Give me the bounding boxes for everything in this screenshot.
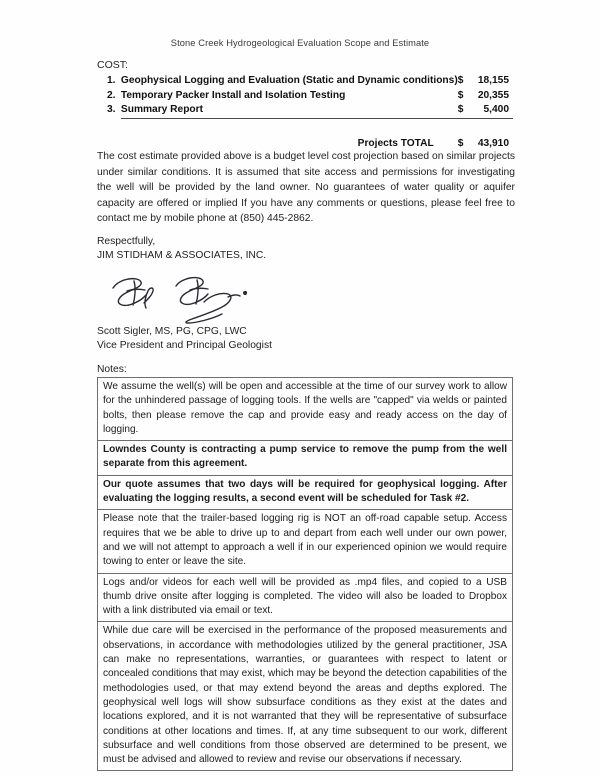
list-item <box>98 475 513 510</box>
cost-row-currency: $ <box>457 89 464 101</box>
note-cell: We assume the well(s) will be open and accessible at the time of our survey work to allow for the unhindered passage of logging tools. If the wells are "capped" via welds or painted bolts, then please remove the cap and provide easy and ready access on the day of logging. <box>98 378 513 441</box>
cost-total-label: Projects TOTAL <box>357 137 434 149</box>
notes-section-label: Notes: <box>97 364 127 375</box>
table-row <box>97 103 513 118</box>
cost-section-label: COST: <box>97 59 128 71</box>
cost-row-description: Temporary Packer Install and Isolation Testing <box>120 89 346 101</box>
cost-row-amount: 5,400 <box>469 103 513 118</box>
cost-total-amount: 43,910 <box>477 137 509 149</box>
note-cell: Our quote assumes that two days will be required for geophysical logging. After evaluating the logging results, a second event will be scheduled for Task #2. <box>98 475 513 510</box>
cost-row-number: 2. <box>107 89 116 101</box>
cost-total-currency: $ <box>457 137 464 149</box>
note-cell: Logs and/or videos for each well will be provided as .mp4 files, and copied to a USB thumb drive onsite after logging is completed. The video will also be loaded to Dropbox with a link distributed via email or text. <box>98 573 513 622</box>
cost-row-currency: $ <box>457 75 464 86</box>
table-row <box>97 74 513 89</box>
signer-block <box>97 325 272 354</box>
list-item <box>98 378 513 441</box>
cost-table <box>97 74 513 151</box>
body-paragraph: The cost estimate provided above is a budget level cost projection based on similar projects under similar conditions. It is assumed that site access and permissions for investigating the well will be provided by the land owner. No guarantees of water quality or aquifer capacity are offered or implied If you have any comments or questions, please feel free to contact me by mobile phone at (850) 445-2862. <box>97 151 515 225</box>
cost-row-number: 3. <box>107 104 116 116</box>
signature-icon <box>100 272 270 327</box>
notes-table <box>97 377 513 771</box>
list-item <box>98 622 513 771</box>
list-item <box>98 573 513 622</box>
list-item <box>98 510 513 573</box>
cost-row-description: Geophysical Logging and Evaluation (Static and Dynamic conditions) <box>120 75 458 86</box>
cost-total-row <box>97 118 513 151</box>
note-cell: Please note that the trailer-based logging rig is NOT an off-road capable setup. Access requires that we be able to drive up to and depart from each well under our own power, and we will not attempt to approach a well if in our experienced opinion we would require towing to enter or leave the site. <box>98 510 513 573</box>
closing-salutation: Respectfully, <box>97 236 156 247</box>
closing-company: JIM STIDHAM & ASSOCIATES, INC. <box>97 250 267 262</box>
table-row <box>97 89 513 104</box>
cost-row-description: Summary Report <box>121 103 458 118</box>
spacer-cell <box>97 118 121 151</box>
cost-row-currency: $ <box>458 103 469 118</box>
note-cell: Lowndes County is contracting a pump service to remove the pump from the well separate from this agreement. <box>98 441 513 476</box>
signer-name: Scott Sigler, MS, PG, CPG, LWC <box>97 326 247 337</box>
closing-block <box>97 235 266 264</box>
cost-row-number: 1. <box>107 75 116 86</box>
cost-row-amount: 20,355 <box>477 89 509 101</box>
cost-row-amount: 18,155 <box>477 75 509 86</box>
list-item <box>98 441 513 476</box>
note-cell: While due care will be exercised in the performance of the proposed measurements and observations, in accordance with methodologies utilized by the general practitioner, JSA can make no representations, warranties, or guarantees with respect to latent or concealed conditions that may exist, which may be beyond the detection capabilities of the methodologies used, or that may extend beyond the areas and depths explored. The geophysical well logs will show subsurface conditions as they exist at the dates and locations explored, and it is not warranted that they will be representative of subsurface conditions at other locations and times. If, at any time subsequent to our work, different subsurface and well conditions from those observed are determined to be present, we must be advised and allowed to review and revise our observations if necessary. <box>98 622 513 771</box>
document-header-title: Stone Creek Hydrogeological Evaluation Scope and Estimate <box>170 38 430 48</box>
signer-title: Vice President and Principal Geologist <box>97 340 272 352</box>
